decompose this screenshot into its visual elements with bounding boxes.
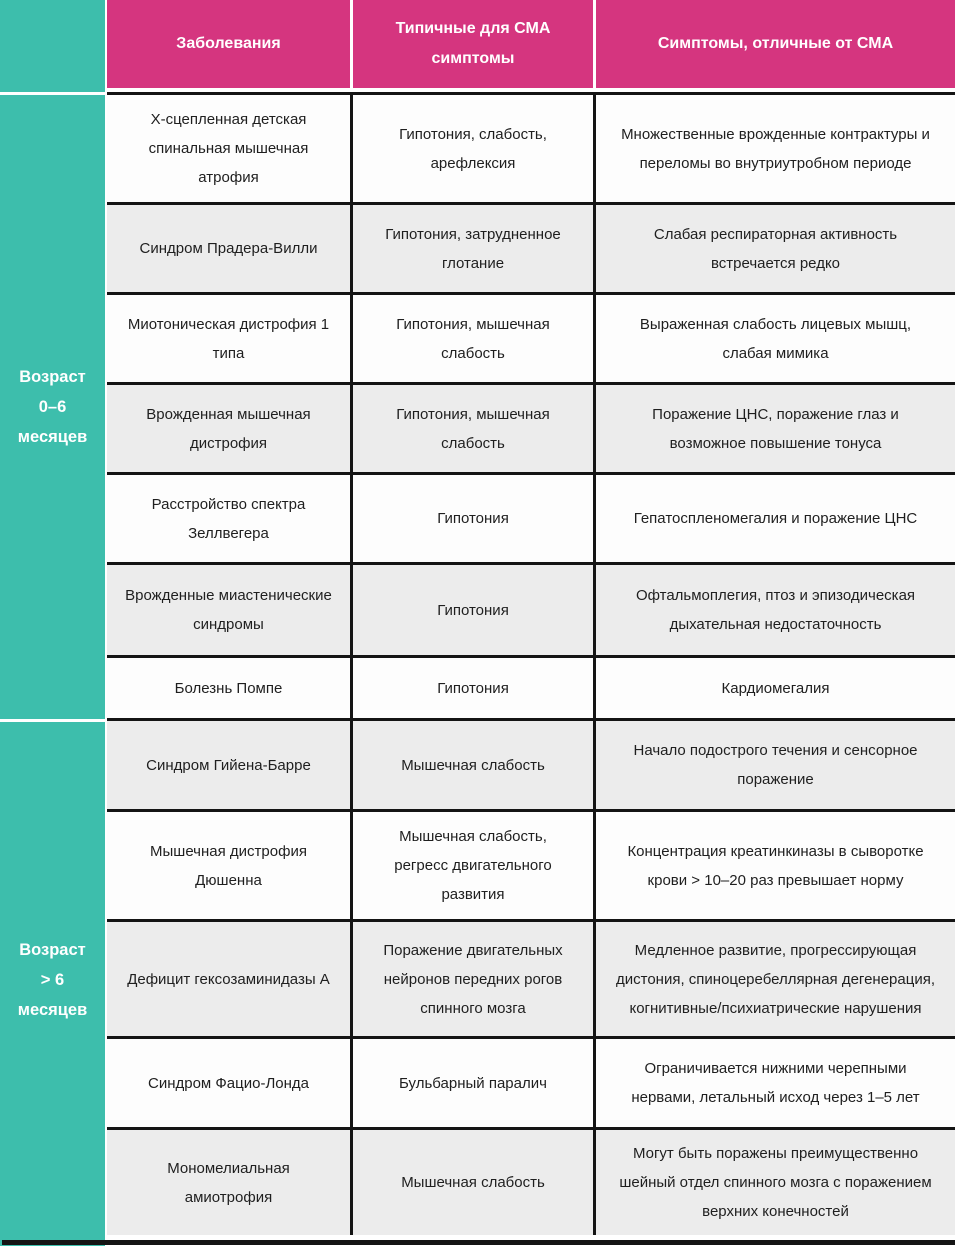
header-symptoms-distinct-from-sma: Симптомы, отличные от СМА (593, 0, 955, 88)
table-row (107, 202, 955, 292)
table-row (107, 809, 955, 919)
age-sidebar (0, 0, 105, 1246)
age-label-line: месяцев (17, 1001, 88, 1019)
age-label-line: 0–6 (38, 398, 67, 416)
age-group-label-over-6-months (0, 722, 105, 1238)
table-row (107, 292, 955, 382)
header-typical-sma-symptoms: Типичные для СМА симптомы (350, 0, 593, 88)
table-row (107, 562, 955, 655)
cell-disease: Миотоническая дистрофия 1 типа (127, 315, 330, 362)
cell-disease: Дефицит гексозаминидазы А (127, 970, 330, 988)
table-row (107, 382, 955, 472)
cell-typical-symptoms: Мышечная слабость (350, 1130, 593, 1235)
age-group-label-0-6-months (0, 95, 105, 719)
table-row (107, 92, 955, 202)
cell-distinct-symptoms: Гепатоспленомегалия и поражение ЦНС (593, 475, 955, 562)
age-label-line: месяцев (17, 428, 88, 446)
cell-typical-symptoms: Гипотония, мышечная слабость (350, 385, 593, 472)
cell-typical-symptoms: Мышечная слабость, регресс двигательного развития (350, 812, 593, 919)
cell-disease: Мономелиальная амиотрофия (167, 1159, 290, 1206)
cell-disease: Врожденная мышечная дистрофия (146, 405, 311, 452)
cell-distinct-symptoms: Начало подострого течения и сенсорное поражение (593, 721, 955, 809)
cell-distinct-symptoms: Офтальмоплегия, птоз и эпизодическая дыхательная недостаточность (593, 565, 955, 655)
age-label-line: > 6 (40, 971, 65, 989)
cell-typical-symptoms: Гипотония, мышечная слабость (350, 295, 593, 382)
cell-typical-symptoms: Гипотония (350, 658, 593, 718)
cell-typical-symptoms: Гипотония, затрудненное глотание (350, 205, 593, 292)
cell-distinct-symptoms: Поражение ЦНС, поражение глаз и возможное повышение тонуса (593, 385, 955, 472)
header-diseases: Заболевания (107, 0, 350, 88)
cell-typical-symptoms: Гипотония, слабость, арефлексия (350, 95, 593, 202)
cell-distinct-symptoms: Слабая респираторная активность встречается редко (593, 205, 955, 292)
table-row (107, 1127, 955, 1235)
cell-disease: Х-сцепленная детская спинальная мышечная атрофия (148, 111, 309, 186)
cell-distinct-symptoms: Кардиомегалия (593, 658, 955, 718)
cell-typical-symptoms: Поражение двигательных нейронов передних рогов спинного мозга (350, 922, 593, 1036)
cell-typical-symptoms: Гипотония (350, 475, 593, 562)
cell-distinct-symptoms: Множественные врожденные контрактуры и переломы во внутриутробном периоде (593, 95, 955, 202)
table-body (107, 92, 955, 1235)
table-row (107, 1036, 955, 1127)
cell-disease: Синдром Фацио-Лонда (147, 1074, 310, 1092)
comparison-table (107, 0, 960, 1246)
cell-disease: Синдром Гийена-Барре (146, 756, 311, 774)
cell-typical-symptoms: Бульбарный паралич (350, 1039, 593, 1127)
age-label-line: Возраст (19, 941, 86, 959)
sidebar-separator (0, 92, 105, 95)
cell-disease: Расстройство спектра Зеллвегера (151, 495, 306, 542)
cell-disease: Мышечная дистрофия Дюшенна (150, 842, 307, 889)
table-header-row (107, 0, 955, 88)
cell-distinct-symptoms: Выраженная слабость лицевых мышц, слабая мимика (593, 295, 955, 382)
cell-disease: Болезнь Помпе (174, 679, 283, 697)
cell-disease: Синдром Прадера-Вилли (139, 240, 318, 257)
cell-typical-symptoms: Мышечная слабость (350, 721, 593, 809)
table-row (107, 472, 955, 562)
sidebar-separator (0, 719, 105, 722)
table-row (107, 655, 955, 718)
age-label-line: Возраст (19, 368, 86, 386)
cell-distinct-symptoms: Ограничивается нижними черепными нервами, летальный исход через 1–5 лет (593, 1039, 955, 1127)
cell-distinct-symptoms: Медленное развитие, прогрессирующая дистония, спиноцеребеллярная дегенерация, когнитивные/психиатрические нарушения (593, 922, 955, 1036)
cell-disease: Врожденные миастенические синдромы (125, 587, 332, 633)
cell-distinct-symptoms: Концентрация креатинкиназы в сыворотке крови > 10–20 раз превышает норму (593, 812, 955, 919)
table-row (107, 718, 955, 809)
cell-distinct-symptoms: Могут быть поражены преимущественно шейный отдел спинного мозга с поражением верхних конечностей (593, 1130, 955, 1235)
cell-typical-symptoms: Гипотония (350, 565, 593, 655)
table-row (107, 919, 955, 1036)
